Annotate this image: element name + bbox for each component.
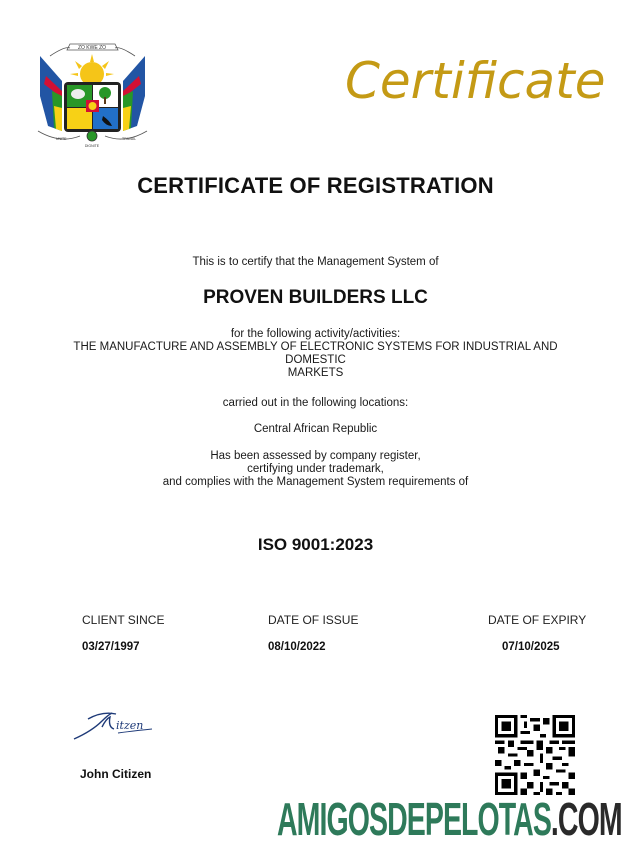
signature-icon [72, 705, 162, 745]
svg-text:UNITE: UNITE [56, 137, 67, 141]
iso-standard: ISO 9001:2023 [257, 535, 374, 554]
signature-image [72, 705, 162, 745]
activity-line-1: THE MANUFACTURE AND ASSEMBLY OF ELECTRONIC SYSTEMS FOR INDUSTRIAL AND [73, 341, 558, 353]
company-name: PROVEN BUILDERS LLC [203, 287, 428, 308]
activity-intro: for the following activity/activities: [230, 328, 401, 340]
locations-intro: carried out in the following locations: [222, 397, 409, 409]
signatory-name: John Citizen [80, 767, 152, 781]
page-title: CERTIFICATE OF REGISTRATION [137, 173, 494, 198]
watermark-text [277, 792, 622, 846]
assessment-line-3: and complies with the Management System requirements of [162, 476, 469, 488]
qr-code-icon [495, 715, 575, 795]
assessment-line-1: Has been assessed by company register, [210, 450, 421, 462]
coat-of-arms-emblem [30, 36, 155, 148]
client-since-value: 03/27/1997 [82, 641, 140, 653]
client-since-label: CLIENT SINCE [82, 613, 165, 627]
date-of-expiry-label: DATE OF EXPIRY [488, 613, 587, 627]
date-of-issue-value: 08/10/2022 [268, 641, 326, 653]
activity-line-3: MARKETS [287, 367, 344, 379]
svg-text:TRAVAIL: TRAVAIL [122, 137, 137, 141]
certificate-brand-word: Certificate [345, 52, 606, 110]
svg-text:DIGNITE: DIGNITE [84, 144, 100, 148]
intro-text: This is to certify that the Management System of [192, 256, 439, 268]
svg-text:ZO KWE ZO: ZO KWE ZO [77, 45, 107, 51]
date-of-expiry-value: 07/10/2025 [502, 641, 560, 653]
svg-text:itzen: itzen [116, 719, 144, 732]
assessment-line-2: certifying under trademark, [247, 463, 384, 475]
coat-of-arms-icon [30, 36, 155, 148]
location-text: Central African Republic [253, 423, 378, 435]
watermark-suffix: .COM [550, 793, 622, 845]
watermark-main: AMIGOSDEPELOTAS [277, 793, 551, 845]
activity-line-2: DOMESTIC [285, 354, 346, 366]
date-of-issue-label: DATE OF ISSUE [268, 613, 359, 627]
